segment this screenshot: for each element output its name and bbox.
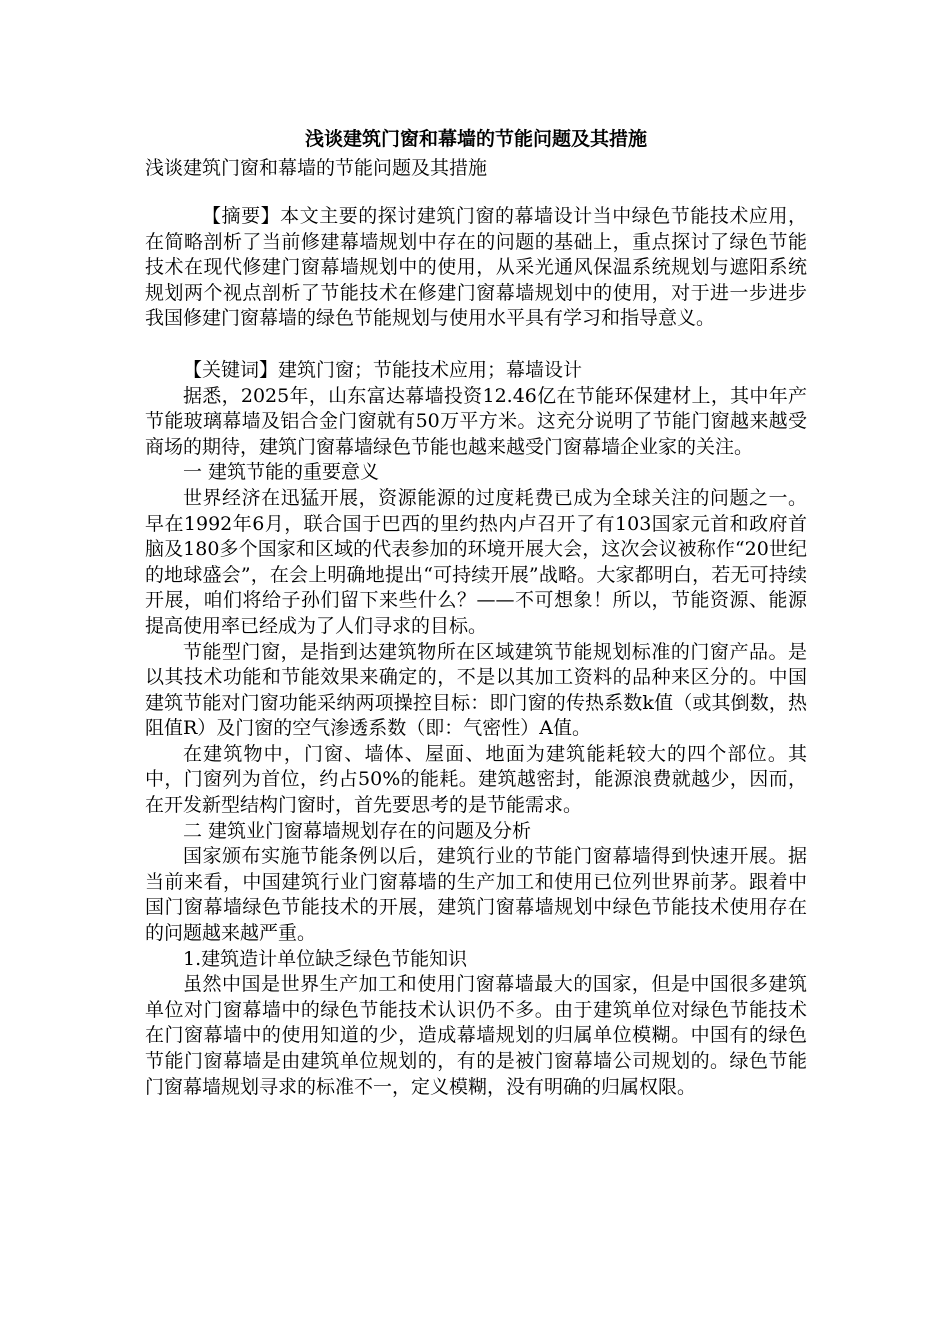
keywords-paragraph: 【关键词】建筑门窗；节能技术应用；幕墙设计	[183, 358, 583, 381]
document-title: 浅谈建筑门窗和幕墙的节能问题及其措施	[304, 128, 647, 150]
document-subtitle: 浅谈建筑门窗和幕墙的节能问题及其措施	[145, 157, 488, 179]
document-page	[145, 124, 807, 1100]
section-heading: 二 建筑业门窗幕墙规划存在的问题及分析	[183, 819, 532, 842]
body-paragraph: 据悉，2025年，山东富达幕墙投资12.46亿在节能环保建材上，其中年产节能玻璃幕墙及铝合金门窗就有50万平方米。这充分说明了节能门窗越来越受商场的期待，建筑门窗幕墙绿色节能也越来越受门窗幕墙企业家的关注。	[145, 384, 807, 458]
body-paragraph: 虽然中国是世界生产加工和使用门窗幕墙最大的国家，但是中国很多建筑单位对门窗幕墙中的绿色节能技术认识仍不多。由于建筑单位对绿色节能技术在门窗幕墙中的使用知道的少，造成幕墙规划的归属单位模糊。中国有的绿色节能门窗幕墙是由建筑单位规划的，有的是被门窗幕墙公司规划的。绿色节能门窗幕墙规划寻求的标准不一，定义模糊，没有明确的归属权限。	[145, 973, 807, 1098]
body-paragraph: 世界经济在迅猛开展，资源能源的过度耗费已成为全球关注的问题之一。早在1992年6月，联合国于巴西的里约热内卢召开了有103国家元首和政府首脑及180多个国家和区域的代表参加的环境开展大会，这次会议被称作“20世纪的地球盛会”，在会上明确地提出“可持续开展”战略。大家都明白，若无可持续开展，咱们将给子孙们留下来些什么？——不可想象！所以，节能资源、能源提高使用率已经成为了人们寻求的目标。	[145, 486, 807, 637]
body-paragraph: 在建筑物中，门窗、墙体、屋面、地面为建筑能耗较大的四个部位。其中，门窗列为首位，约占50%的能耗。建筑越密封，能源浪费就越少，因而，在开发新型结构门窗时，首先要思考的是节能需求。	[145, 742, 807, 817]
subsection-heading: 1.建筑造计单位缺乏绿色节能知识	[183, 947, 468, 970]
section-heading: 一 建筑节能的重要意义	[183, 461, 380, 484]
body-paragraph: 节能型门窗，是指到达建筑物所在区域建筑节能规划标准的门窗产品。是以其技术功能和节能效果来确定的，不是以其加工资料的品种来区分的。中国建筑节能对门窗功能采纳两项操控目标：即门窗的传热系数k值（或其倒数，热阻值R）及门窗的空气渗透系数（即：气密性）A值。	[145, 640, 807, 740]
body-paragraph: 国家颁布实施节能条例以后，建筑行业的节能门窗幕墙得到快速开展。据当前来看，中国建筑行业门窗幕墙的生产加工和使用已位列世界前茅。跟着中国门窗幕墙绿色节能技术的开展，建筑门窗幕墙规划中绿色节能技术使用存在的问题越来越严重。	[145, 845, 807, 945]
abstract-paragraph: 【摘要】本文主要的探讨建筑门窗的幕墙设计当中绿色节能技术应用，在简略剖析了当前修建幕墙规划中存在的问题的基础上，重点探讨了绿色节能技术在现代修建门窗幕墙规划中的使用，从采光通风保温系统规划与遮阳系统规划两个视点剖析了节能技术在修建门窗幕墙规划中的使用，对于进一步进步我国修建门窗幕墙的绿色节能规划与使用水平具有学习和指导意义。	[145, 205, 807, 330]
